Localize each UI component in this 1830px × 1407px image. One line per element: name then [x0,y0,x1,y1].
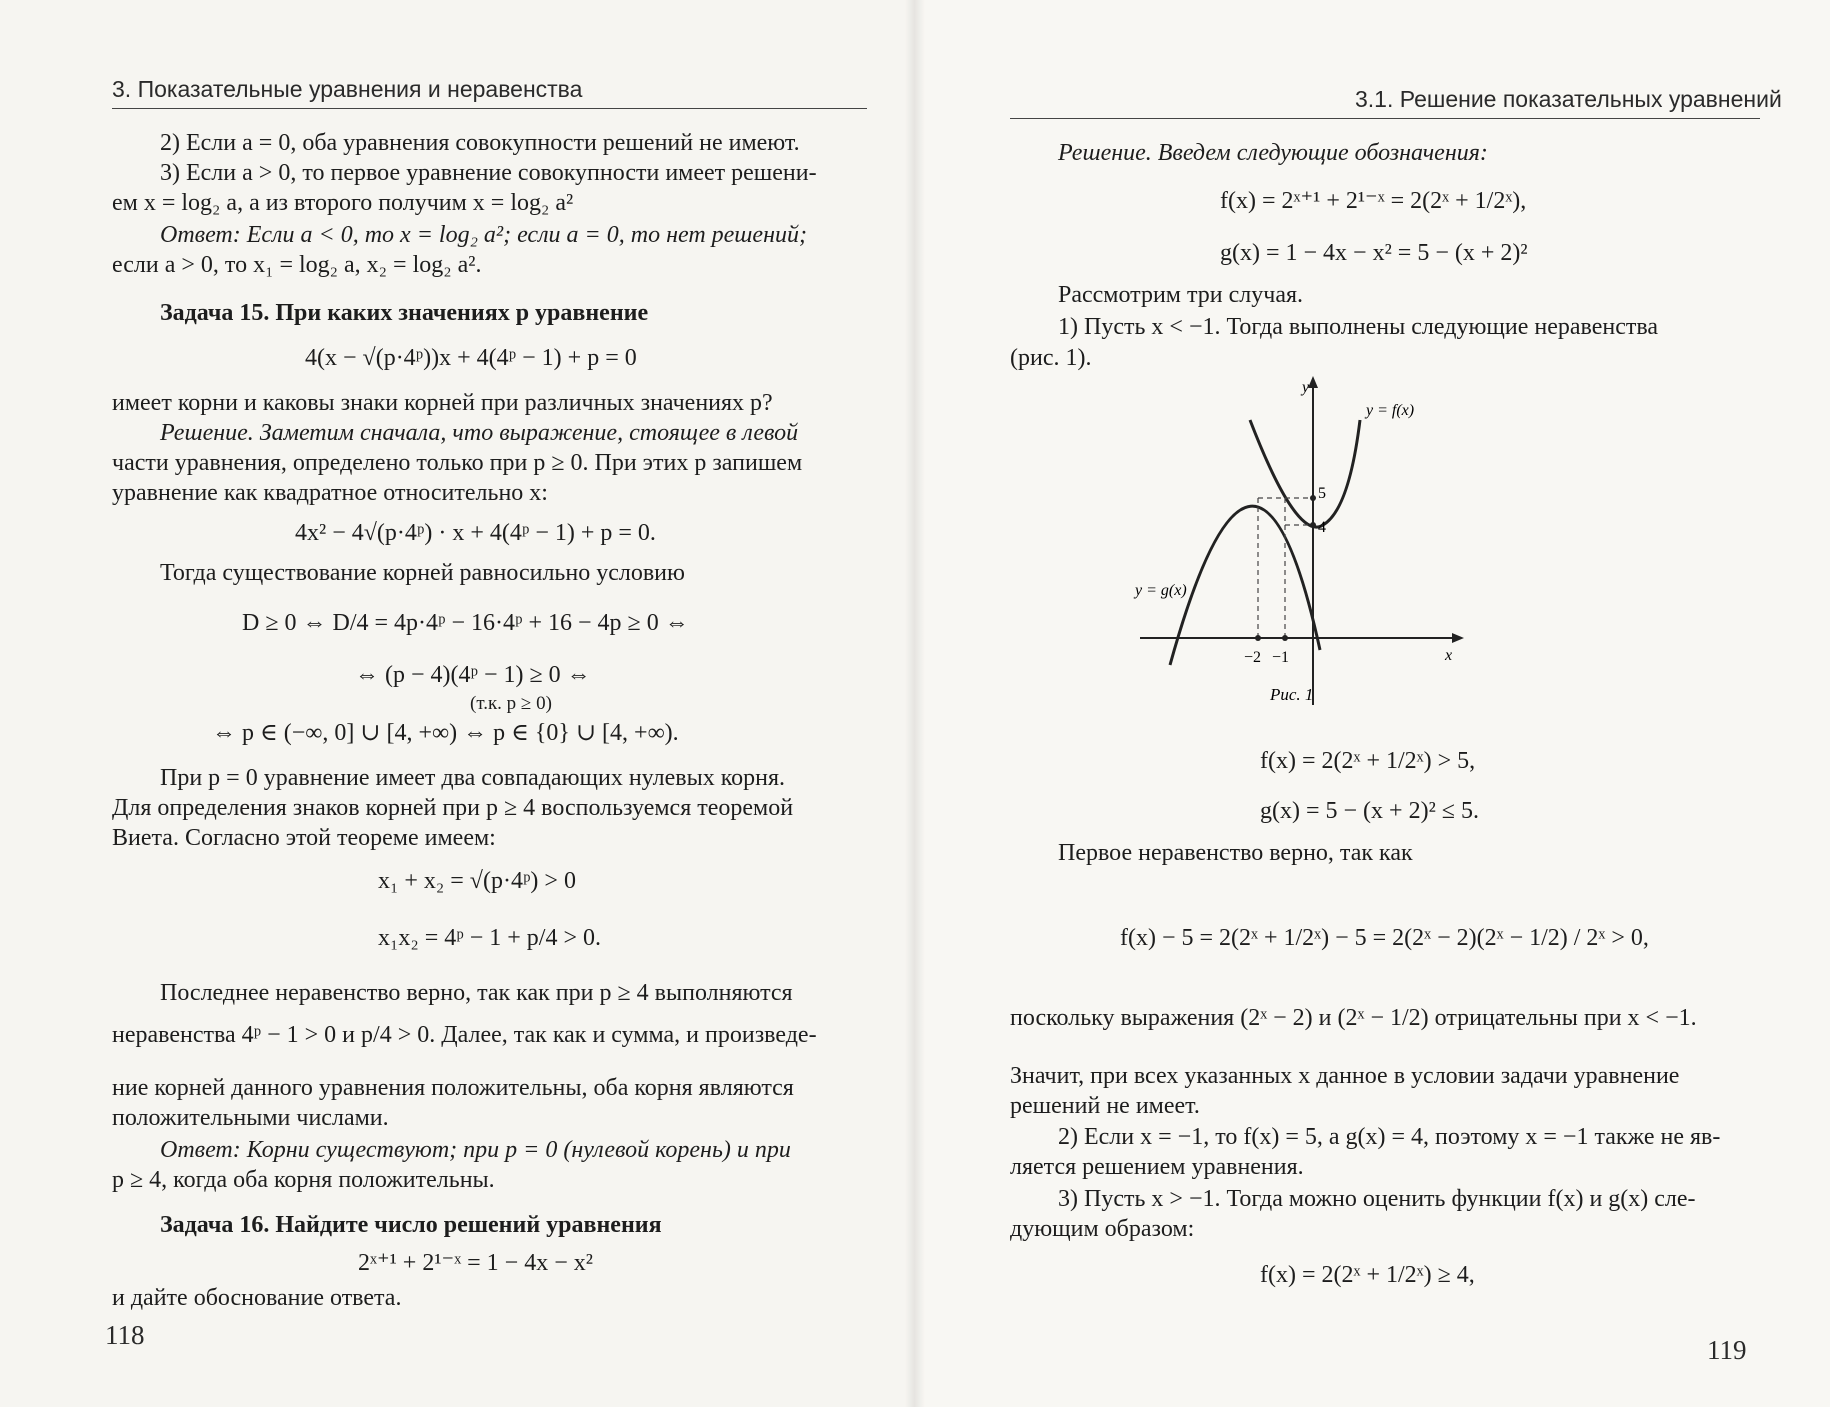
g-definition: g(x) = 1 − 4x − x² = 5 − (x + 2)² [1220,240,1528,266]
figure-caption: Рис. 1 [1270,685,1314,704]
axis-y-label: y [1302,379,1310,396]
right-page [915,0,1830,1407]
task16-heading: Задача 16. Найдите число решений уравнения [160,1212,662,1238]
curve-g [1170,506,1320,665]
left-page-number: 118 [105,1320,145,1350]
g-le-5: g(x) = 5 − (x + 2)² ≤ 5. [1260,798,1479,824]
task16-equation: 2ˣ⁺¹ + 2¹⁻ˣ = 1 − 4x − x² [358,1250,593,1276]
left-line-11: уравнение как квадратное относительно x: [112,480,548,506]
case1-figref: (рис. 1). [1010,345,1092,371]
f-minus-5-line: f(x) − 5 = 2(2ˣ + 1/2ˣ) − 5 = 2(2ˣ − 2)(2ˣ − 1/2) / 2ˣ > 0, [1120,925,1649,951]
tick-label-5: 5 [1318,485,1326,502]
left-answer-2: если a > 0, то x₁ = log₂ a, x₂ = log₂ a². [112,252,482,278]
left-line-10: части уравнения, определено только при p ≥ 0. При этих p запишем [112,450,803,476]
y-axis-arrow-icon [1308,376,1318,388]
task15-solution-1: Решение. Заметим сначала, что выражение, стоящее в левой [160,420,799,446]
left-line-24: неравенства 4ᵖ − 1 > 0 и p/4 > 0. Далее, так как и сумма, и произведе- [112,1022,817,1048]
condition-note: (т.к. p ≥ 0) [470,693,552,714]
left-line-1: 2) Если a = 0, оба уравнения совокупности решений не имеют. [160,130,800,156]
figure-1-graph [1120,370,1475,715]
left-answer-1: Ответ: Если a < 0, то x = log₂ a²; если a = 0, то нет решений; [160,222,807,248]
point-x-minus2 [1255,635,1261,641]
left-line-2: 3) Если a > 0, то первое уравнение совокупности имеет решени- [160,160,817,186]
left-line-26: положительными числами. [112,1105,389,1131]
tick-label-minus1: −1 [1272,649,1290,666]
left-line-25: ние корней данного уравнения положительны, оба корня являются [112,1075,794,1101]
left-running-header: 3. Показательные уравнения и неравенства [112,76,583,102]
left-line-19: Для определения знаков корней при p ≥ 4 воспользуемся теоремой [112,795,794,821]
left-line-8: имеет корни и каковы знаки корней при различных значениях p? [112,390,773,416]
task15-heading: Задача 15. При каких значениях p уравнение [160,300,649,326]
point-y-5 [1310,495,1316,501]
conclusion-1: Значит, при всех указанных x данное в условии задачи уравнение [1010,1063,1680,1089]
vieta-sum: x₁ + x₂ = √(p·4ᵖ) > 0 [378,868,576,894]
task15-equation: 4(x − √(p·4ᵖ))x + 4(4ᵖ − 1) + p = 0 [305,345,637,371]
left-header-rule [112,108,867,109]
right-header-rule [1010,118,1760,119]
task15-answer-1: Ответ: Корни существуют; при p = 0 (нулевой корень) и при [160,1137,791,1163]
task15-answer-2: p ≥ 4, когда оба корня положительны. [112,1167,495,1193]
left-line-20: Виета. Согласно этой теореме имеем: [112,825,496,851]
interval-line: ⇔ p ∈ (−∞, 0] ∪ [4, +∞) ⇔ p ∈ {0} ∪ [4, +∞). [212,720,679,746]
f-gt-5: f(x) = 2(2ˣ + 1/2ˣ) > 5, [1260,748,1476,774]
left-line-18: При p = 0 уравнение имеет два совпадающих нулевых корня. [160,765,786,791]
negative-expr-line: поскольку выражения (2ˣ − 2) и (2ˣ − 1/2) отрицательны при x < −1. [1010,1005,1697,1031]
quadratic-equation: 4x² − 4√(p·4ᵖ) · x + 4(4ᵖ − 1) + p = 0. [295,520,656,546]
label-y-f: y = f(x) [1366,402,1415,419]
point-y-4 [1310,522,1316,528]
label-y-g: y = g(x) [1135,582,1187,599]
task16-solution-intro: Решение. Введем следующие обозначения: [1058,140,1488,166]
case2-line-2: ляется решением уравнения. [1010,1154,1304,1180]
case3-line-2: дующим образом: [1010,1216,1195,1242]
first-ineq-true: Первое неравенство верно, так как [1058,840,1413,866]
f-ge-4: f(x) = 2(2ˣ + 1/2ˣ) ≥ 4, [1260,1262,1475,1288]
left-line-13: Тогда существование корней равносильно условию [160,560,685,586]
left-line-31: и дайте обоснование ответа. [112,1285,402,1311]
factor-line: ⇔ (p − 4)(4ᵖ − 1) ≥ 0 ⇔ [355,662,591,688]
left-line-3: ем x = log₂ a, а из второго получим x = log₂ a² [112,190,574,216]
tick-label-4: 4 [1318,519,1326,536]
x-axis-arrow-icon [1452,633,1464,643]
conclusion-2: решений не имеет. [1010,1093,1200,1119]
vieta-product: x₁x₂ = 4ᵖ − 1 + p/4 > 0. [378,925,602,951]
case3-line-1: 3) Пусть x > −1. Тогда можно оценить функции f(x) и g(x) сле- [1058,1186,1696,1212]
tick-label-minus2: −2 [1244,649,1262,666]
right-running-header: 3.1. Решение показательных уравнений [1355,86,1782,112]
right-page-number: 119 [1707,1335,1747,1365]
discriminant-line: D ≥ 0 ⇔ D/4 = 4p·4ᵖ − 16·4ᵖ + 16 − 4p ≥ 0 ⇔ [242,610,689,636]
three-cases-line: Рассмотрим три случая. [1058,282,1304,308]
point-x-minus1 [1282,635,1288,641]
axis-x-label: x [1445,647,1453,664]
book-gutter [905,0,925,1407]
case2-line-1: 2) Если x = −1, то f(x) = 5, а g(x) = 4, поэтому x = −1 также не яв- [1058,1124,1721,1150]
f-definition: f(x) = 2ˣ⁺¹ + 2¹⁻ˣ = 2(2ˣ + 1/2ˣ), [1220,188,1527,214]
left-line-23: Последнее неравенство верно, так как при p ≥ 4 выполняются [160,980,793,1006]
case1-line: 1) Пусть x < −1. Тогда выполнены следующие неравенства [1058,314,1658,340]
